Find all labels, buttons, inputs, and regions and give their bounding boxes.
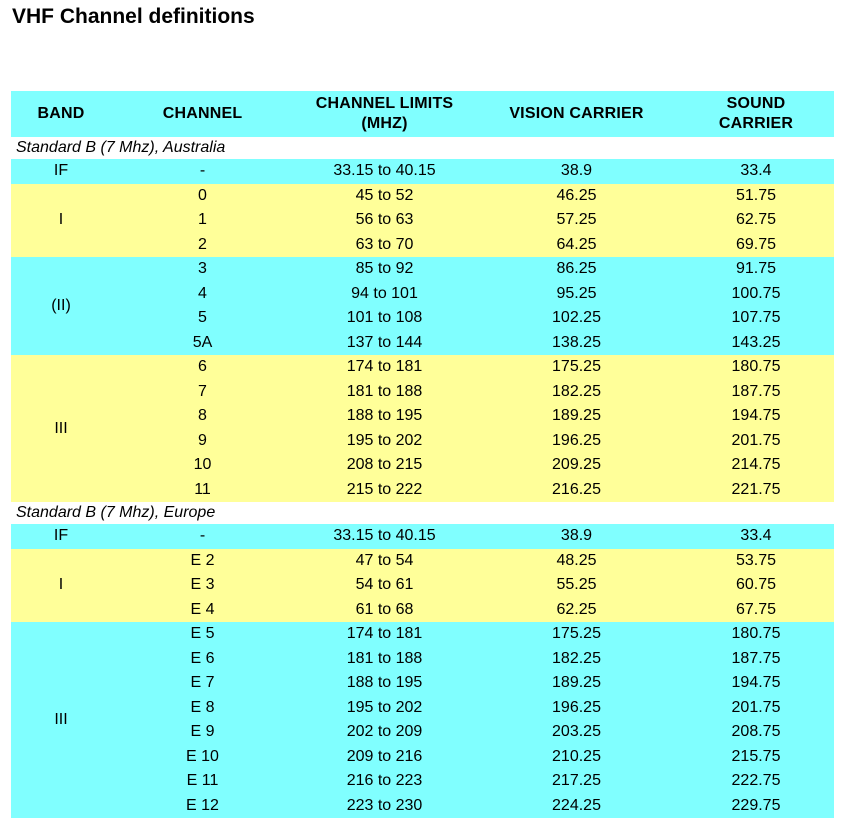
- header-channel: CHANNEL: [111, 91, 294, 137]
- vision-carrier-cell: 196.25: [475, 696, 678, 721]
- sound-carrier-cell: 201.75: [678, 429, 834, 454]
- channel-cell: 4: [111, 282, 294, 307]
- sound-carrier-cell: 229.75: [678, 794, 834, 819]
- vision-carrier-cell: 175.25: [475, 622, 678, 647]
- band-cell: (II): [11, 257, 111, 355]
- table-row: [11, 380, 834, 405]
- sound-carrier-cell: 214.75: [678, 453, 834, 478]
- vision-carrier-cell: 189.25: [475, 404, 678, 429]
- table-row: [11, 257, 834, 282]
- vision-carrier-cell: 182.25: [475, 647, 678, 672]
- sound-carrier-cell: 60.75: [678, 573, 834, 598]
- vision-carrier-cell: 138.25: [475, 331, 678, 356]
- channel-limits-cell: 181 to 188: [294, 647, 475, 672]
- sound-carrier-cell: 33.4: [678, 524, 834, 549]
- channel-limits-cell: 47 to 54: [294, 549, 475, 574]
- channel-cell: -: [111, 524, 294, 549]
- vision-carrier-cell: 203.25: [475, 720, 678, 745]
- channel-cell: 7: [111, 380, 294, 405]
- header-band: BAND: [11, 91, 111, 137]
- channel-limits-cell: 33.15 to 40.15: [294, 159, 475, 184]
- table-row: [11, 282, 834, 307]
- table-row: [11, 647, 834, 672]
- header-vision-carrier: VISION CARRIER: [475, 91, 678, 137]
- sound-carrier-cell: 180.75: [678, 355, 834, 380]
- channel-limits-cell: 45 to 52: [294, 184, 475, 209]
- channel-limits-cell: 101 to 108: [294, 306, 475, 331]
- channel-limits-cell: 54 to 61: [294, 573, 475, 598]
- sound-carrier-cell: 33.4: [678, 159, 834, 184]
- band-cell: IF: [11, 159, 111, 184]
- channel-limits-cell: 181 to 188: [294, 380, 475, 405]
- channel-limits-cell: 94 to 101: [294, 282, 475, 307]
- channel-cell: 10: [111, 453, 294, 478]
- header-channel-limits-line1: CHANNEL LIMITS: [315, 95, 454, 112]
- sound-carrier-cell: 69.75: [678, 233, 834, 258]
- table-row: [11, 794, 834, 819]
- channel-limits-cell: 61 to 68: [294, 598, 475, 623]
- header-channel-limits: [294, 91, 475, 137]
- table-row: [11, 549, 834, 574]
- vision-carrier-cell: 48.25: [475, 549, 678, 574]
- channel-limits-cell: 208 to 215: [294, 453, 475, 478]
- table-row: [11, 573, 834, 598]
- table-row: [11, 355, 834, 380]
- channel-limits-cell: 195 to 202: [294, 429, 475, 454]
- channel-limits-cell: 174 to 181: [294, 355, 475, 380]
- vision-carrier-cell: 209.25: [475, 453, 678, 478]
- sound-carrier-cell: 194.75: [678, 671, 834, 696]
- vision-carrier-cell: 55.25: [475, 573, 678, 598]
- channel-cell: 3: [111, 257, 294, 282]
- band-cell: I: [11, 184, 111, 258]
- sound-carrier-cell: 100.75: [678, 282, 834, 307]
- header-sound-carrier-line1: SOUND: [726, 95, 786, 112]
- header-channel-limits-line2: (MHZ): [361, 115, 408, 132]
- table-row: [11, 622, 834, 647]
- sound-carrier-cell: 143.25: [678, 331, 834, 356]
- vision-carrier-cell: 38.9: [475, 524, 678, 549]
- vision-carrier-cell: 216.25: [475, 478, 678, 503]
- header-row: [11, 91, 834, 137]
- channel-limits-cell: 202 to 209: [294, 720, 475, 745]
- channel-cell: -: [111, 159, 294, 184]
- section-row: [11, 137, 834, 159]
- vision-carrier-cell: 102.25: [475, 306, 678, 331]
- sound-carrier-cell: 201.75: [678, 696, 834, 721]
- table-row: [11, 524, 834, 549]
- channel-cell: E 7: [111, 671, 294, 696]
- table-row: [11, 671, 834, 696]
- vision-carrier-cell: 38.9: [475, 159, 678, 184]
- table-row: [11, 306, 834, 331]
- sound-carrier-cell: 221.75: [678, 478, 834, 503]
- section-label: Standard B (7 Mhz), Australia: [11, 137, 834, 159]
- vision-carrier-cell: 95.25: [475, 282, 678, 307]
- sound-carrier-cell: 53.75: [678, 549, 834, 574]
- table-row: [11, 184, 834, 209]
- channel-cell: 5A: [111, 331, 294, 356]
- channel-limits-cell: 56 to 63: [294, 208, 475, 233]
- channel-cell: E 10: [111, 745, 294, 770]
- vision-carrier-cell: 196.25: [475, 429, 678, 454]
- channel-limits-cell: 215 to 222: [294, 478, 475, 503]
- band-cell: III: [11, 355, 111, 502]
- vision-carrier-cell: 64.25: [475, 233, 678, 258]
- channel-cell: E 9: [111, 720, 294, 745]
- section-label: Standard B (7 Mhz), Europe: [11, 502, 834, 524]
- vision-carrier-cell: 182.25: [475, 380, 678, 405]
- channel-limits-cell: 195 to 202: [294, 696, 475, 721]
- vision-carrier-cell: 62.25: [475, 598, 678, 623]
- table-row: [11, 331, 834, 356]
- vision-carrier-cell: 57.25: [475, 208, 678, 233]
- table-row: [11, 478, 834, 503]
- table-row: [11, 159, 834, 184]
- channel-limits-cell: 137 to 144: [294, 331, 475, 356]
- vision-carrier-cell: 217.25: [475, 769, 678, 794]
- vision-carrier-cell: 189.25: [475, 671, 678, 696]
- channel-cell: E 2: [111, 549, 294, 574]
- channel-limits-cell: 85 to 92: [294, 257, 475, 282]
- header-sound-carrier-line2: CARRIER: [718, 115, 794, 132]
- channel-limits-cell: 188 to 195: [294, 404, 475, 429]
- sound-carrier-cell: 187.75: [678, 380, 834, 405]
- channel-cell: E 3: [111, 573, 294, 598]
- channel-cell: 0: [111, 184, 294, 209]
- table-row: [11, 598, 834, 623]
- channel-cell: E 12: [111, 794, 294, 819]
- sound-carrier-cell: 107.75: [678, 306, 834, 331]
- vision-carrier-cell: 224.25: [475, 794, 678, 819]
- channel-cell: 1: [111, 208, 294, 233]
- channel-cell: 8: [111, 404, 294, 429]
- channel-cell: E 8: [111, 696, 294, 721]
- band-cell: I: [11, 549, 111, 623]
- channel-cell: 11: [111, 478, 294, 503]
- channel-cell: 6: [111, 355, 294, 380]
- table-row: [11, 696, 834, 721]
- channel-cell: 9: [111, 429, 294, 454]
- table-row: [11, 233, 834, 258]
- table-row: [11, 745, 834, 770]
- vision-carrier-cell: 86.25: [475, 257, 678, 282]
- table-row: [11, 720, 834, 745]
- channel-cell: E 4: [111, 598, 294, 623]
- table-body: [11, 137, 834, 818]
- table-row: [11, 404, 834, 429]
- table-row: [11, 769, 834, 794]
- sound-carrier-cell: 67.75: [678, 598, 834, 623]
- channel-limits-cell: 174 to 181: [294, 622, 475, 647]
- sound-carrier-cell: 222.75: [678, 769, 834, 794]
- sound-carrier-cell: 62.75: [678, 208, 834, 233]
- channel-limits-cell: 216 to 223: [294, 769, 475, 794]
- channel-cell: E 6: [111, 647, 294, 672]
- channel-limits-cell: 33.15 to 40.15: [294, 524, 475, 549]
- table-header: [11, 91, 834, 137]
- sound-carrier-cell: 187.75: [678, 647, 834, 672]
- sound-carrier-cell: 208.75: [678, 720, 834, 745]
- channel-cell: 5: [111, 306, 294, 331]
- vision-carrier-cell: 46.25: [475, 184, 678, 209]
- sound-carrier-cell: 194.75: [678, 404, 834, 429]
- channel-limits-cell: 188 to 195: [294, 671, 475, 696]
- channel-cell: 2: [111, 233, 294, 258]
- sound-carrier-cell: 180.75: [678, 622, 834, 647]
- table-row: [11, 453, 834, 478]
- section-row: [11, 502, 834, 524]
- sound-carrier-cell: 91.75: [678, 257, 834, 282]
- sound-carrier-cell: 51.75: [678, 184, 834, 209]
- band-cell: III: [11, 622, 111, 818]
- table-row: [11, 429, 834, 454]
- page-title: VHF Channel definitions: [12, 5, 255, 28]
- vision-carrier-cell: 175.25: [475, 355, 678, 380]
- vision-carrier-cell: 210.25: [475, 745, 678, 770]
- channel-table: [11, 91, 834, 818]
- table-row: [11, 208, 834, 233]
- header-sound-carrier: [678, 91, 834, 137]
- band-cell: IF: [11, 524, 111, 549]
- sound-carrier-cell: 215.75: [678, 745, 834, 770]
- channel-limits-cell: 63 to 70: [294, 233, 475, 258]
- channel-limits-cell: 223 to 230: [294, 794, 475, 819]
- channel-cell: E 5: [111, 622, 294, 647]
- channel-limits-cell: 209 to 216: [294, 745, 475, 770]
- channel-cell: E 11: [111, 769, 294, 794]
